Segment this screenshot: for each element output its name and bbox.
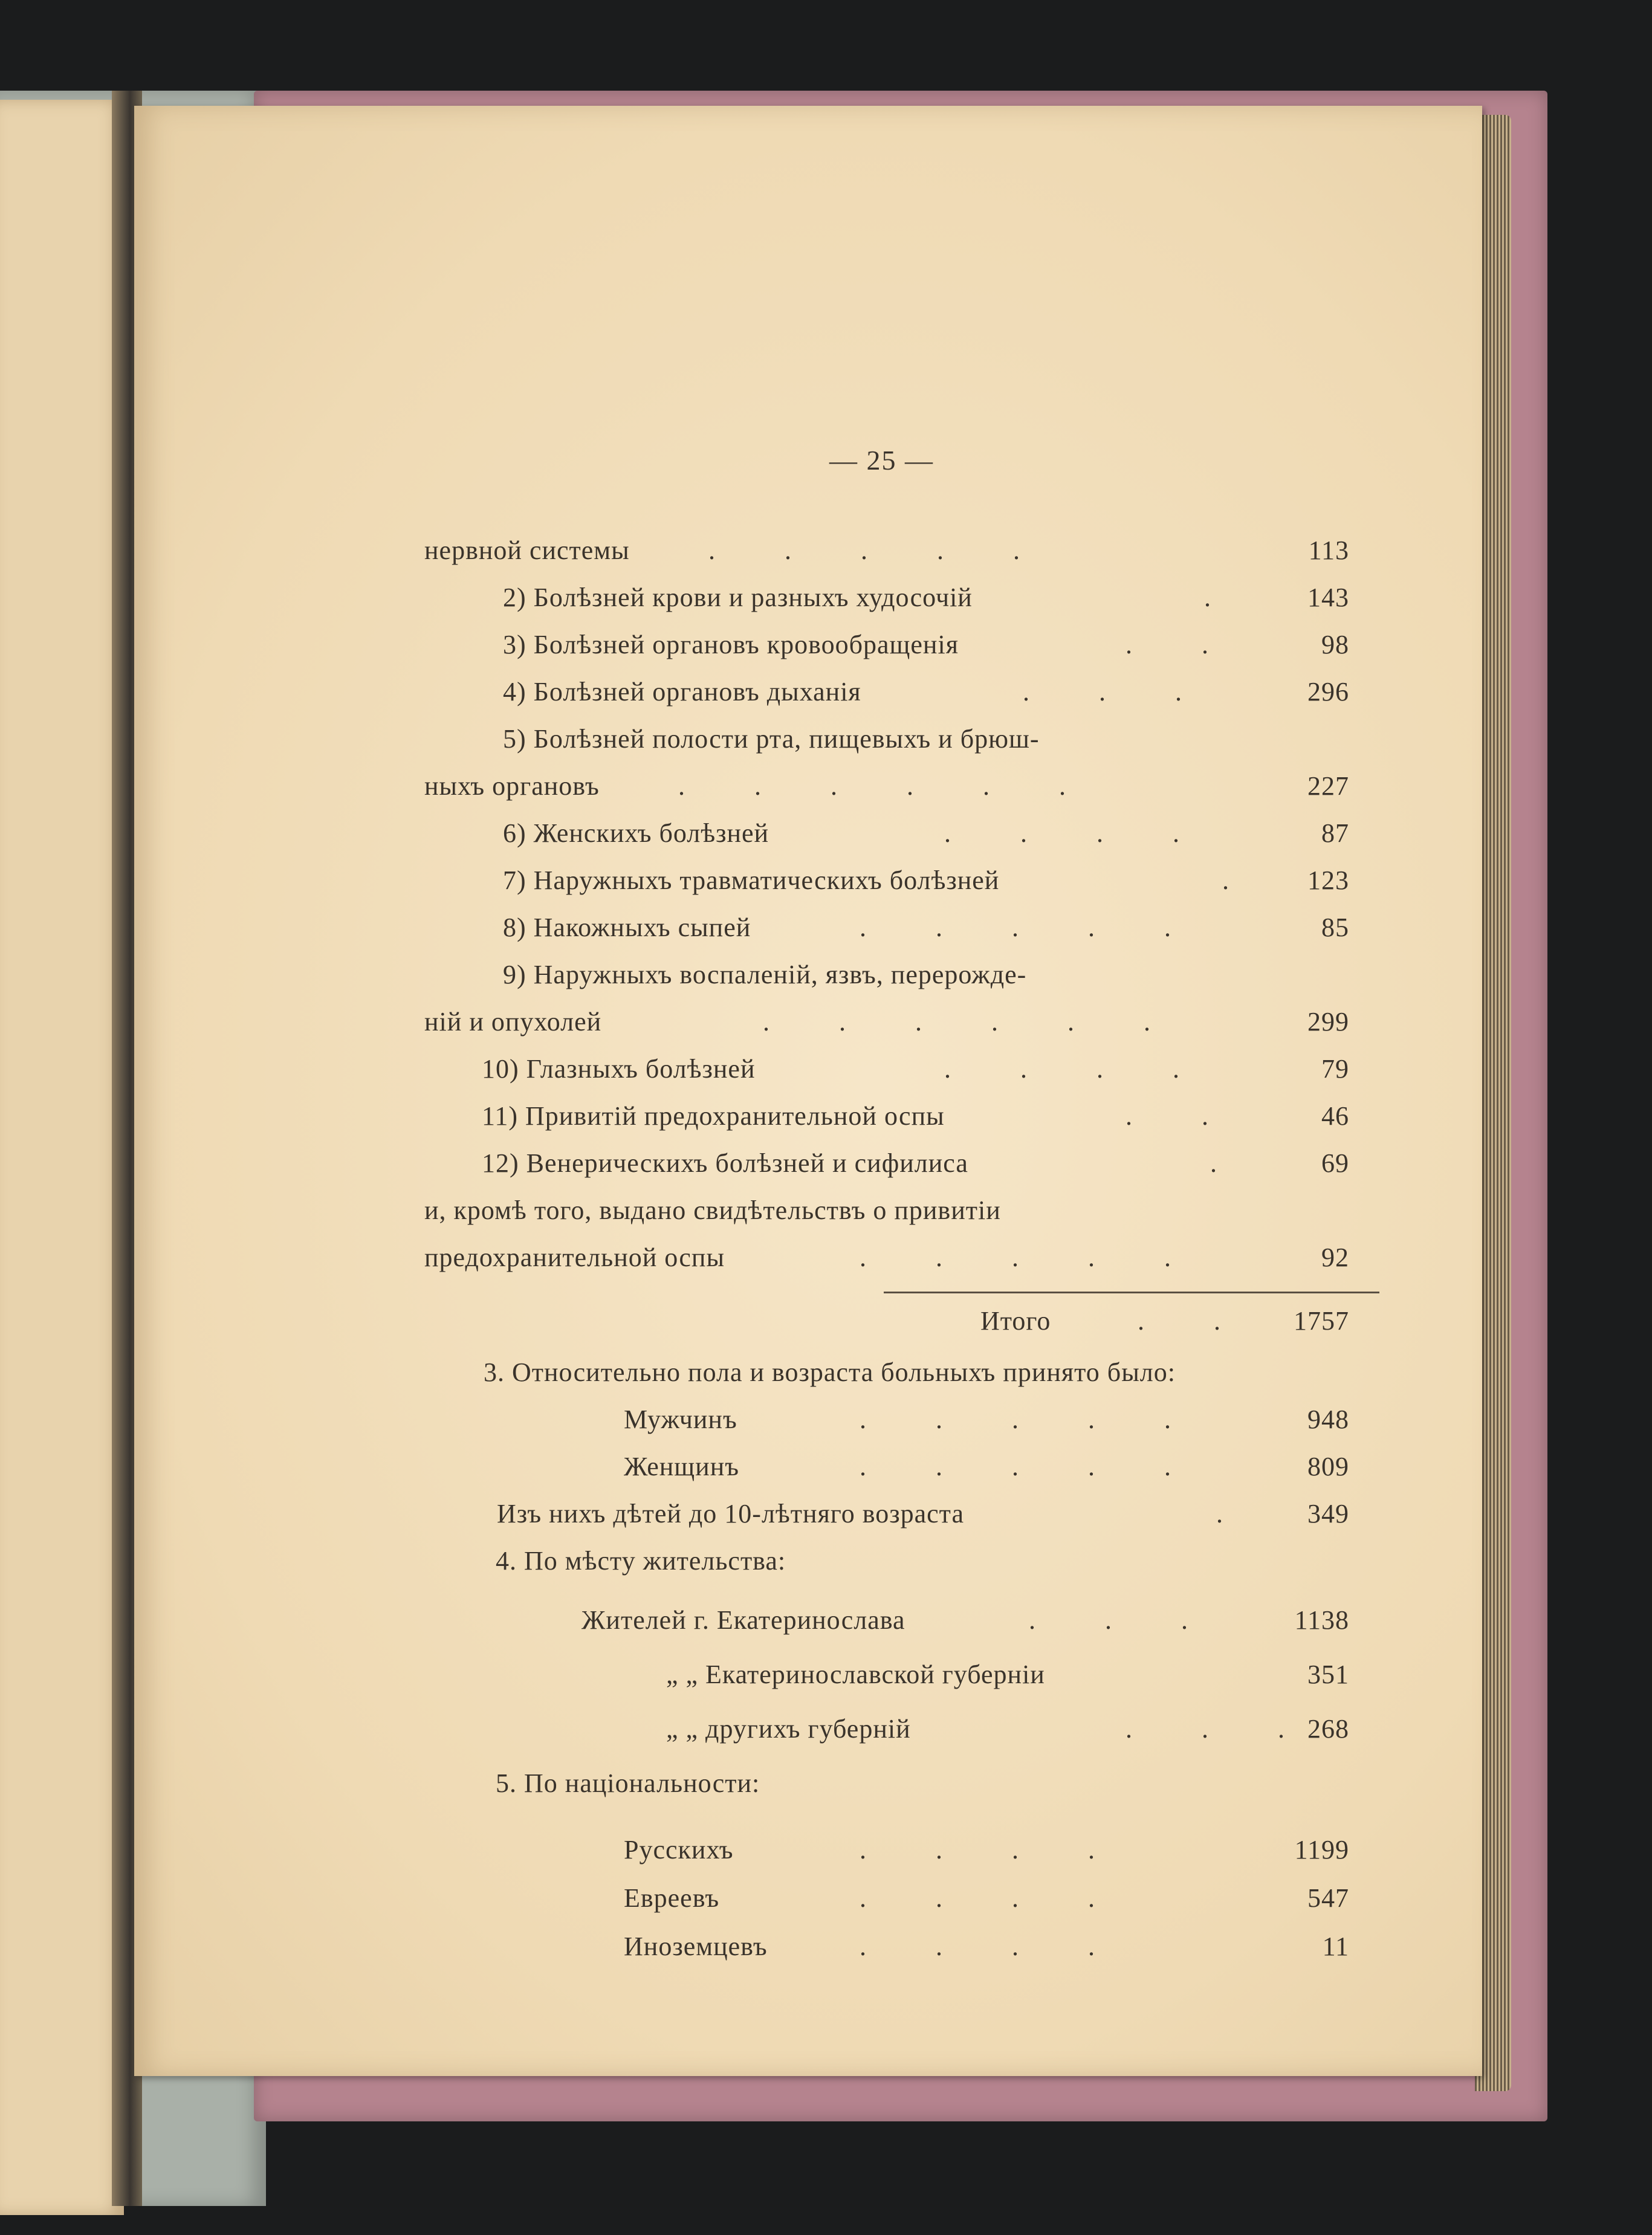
item-label: 3) Болѣзней органовъ кровообращенія: [503, 630, 959, 659]
item-label: нервной системы: [424, 535, 630, 565]
item-dots: .: [1204, 583, 1242, 612]
item-row: [424, 865, 1349, 907]
item-row: [424, 676, 1349, 719]
item-label: ныхъ органовъ: [424, 771, 600, 801]
item-dots: . . . . .: [860, 1452, 1202, 1481]
item-value: 85: [1321, 913, 1349, 942]
item-row: [424, 959, 1349, 1001]
item-value: 46: [1321, 1101, 1349, 1131]
item-label: 7) Наружныхъ травматическихъ болѣзней: [503, 865, 1000, 895]
item-dots: . . .: [1023, 677, 1213, 707]
item-row: [424, 723, 1349, 766]
item-dots: . . . . . .: [678, 771, 1097, 801]
total-dots: . .: [1138, 1306, 1252, 1336]
item-label: предохранительной оспы: [424, 1243, 725, 1272]
item-value: 299: [1307, 1007, 1349, 1037]
item-row: [424, 582, 1349, 624]
section3-heading: 3. Относительно пола и возраста больныхъ принято было:: [484, 1357, 1176, 1387]
item-label: 2) Болѣзней крови и разныхъ худосочій: [503, 583, 973, 612]
item-value: 11: [1322, 1932, 1349, 1961]
item-row: [424, 629, 1349, 671]
item-value: 351: [1307, 1660, 1349, 1689]
document-page: [134, 106, 1482, 2076]
item-dots: . . . . .: [708, 535, 1051, 565]
item-label: Женщинъ: [624, 1452, 739, 1481]
item-value: 98: [1321, 630, 1349, 659]
item-label: Русскихъ: [624, 1835, 734, 1865]
item-label: Мужчинъ: [624, 1405, 737, 1434]
item-label: 10) Глазныхъ болѣзней: [482, 1054, 756, 1084]
item-value: 1199: [1294, 1835, 1349, 1865]
item-label: Иноземцевъ: [624, 1932, 768, 1961]
item-label: 11) Привитій предохранительной оспы: [482, 1101, 945, 1131]
item-dots: . . . .: [860, 1835, 1126, 1865]
item-dots: . . . .: [860, 1932, 1126, 1961]
item-label: „ „ другихъ губерній: [666, 1714, 911, 1744]
section4-heading: 4. По мѣсту жительства:: [496, 1546, 786, 1576]
item-row: [424, 1883, 1349, 1925]
item-value: 296: [1307, 677, 1349, 707]
item-value: 92: [1321, 1243, 1349, 1272]
total-row: [424, 1305, 1349, 1348]
item-row: [424, 771, 1349, 813]
total-value: 1757: [1294, 1306, 1349, 1336]
item-label: Жителей г. Екатеринослава: [581, 1605, 905, 1635]
item-label: 8) Накожныхъ сыпей: [503, 913, 751, 942]
item-row: [424, 912, 1349, 954]
item-label: 12) Венерическихъ болѣзней и сифилиса: [482, 1148, 968, 1178]
item-row: [424, 1404, 1349, 1446]
item-label: и, кромѣ того, выдано свидѣтельствъ о привитіи: [424, 1195, 1001, 1225]
item-dots: . . . .: [944, 818, 1211, 848]
item-value: 227: [1307, 771, 1349, 801]
item-dots: . . . . .: [860, 1405, 1202, 1434]
item-dots: .: [1210, 1148, 1248, 1178]
item-dots: .: [1222, 865, 1260, 895]
item-dots: . . .: [1029, 1605, 1219, 1635]
item-dots: . . . . .: [860, 913, 1202, 942]
item-label: Изъ нихъ дѣтей до 10-лѣтняго возраста: [497, 1499, 964, 1528]
total-label: Итого: [980, 1306, 1051, 1336]
item-row: [424, 1931, 1349, 1973]
item-dots: . . .: [1126, 1714, 1316, 1744]
item-label: 4) Болѣзней органовъ дыханія: [503, 677, 861, 707]
item-dots: . . . . . .: [763, 1007, 1182, 1037]
item-row: [424, 1242, 1349, 1284]
item-row: [424, 1053, 1349, 1096]
item-row: [424, 1659, 1349, 1701]
item-dots: . . . .: [860, 1883, 1126, 1913]
item-value: 79: [1321, 1054, 1349, 1084]
item-value: 809: [1307, 1452, 1349, 1481]
item-label: 6) Женскихъ болѣзней: [503, 818, 769, 848]
item-label: 9) Наружныхъ воспаленій, язвъ, перерожде-: [503, 960, 1027, 989]
item-row: [424, 1451, 1349, 1493]
item-value: 123: [1307, 865, 1349, 895]
item-label: Евреевъ: [624, 1883, 720, 1913]
item-value: 349: [1307, 1499, 1349, 1528]
item-value: 268: [1307, 1714, 1349, 1744]
item-value: 1138: [1294, 1605, 1349, 1635]
item-row: [424, 818, 1349, 860]
item-row: [424, 1834, 1349, 1877]
item-row: [424, 1148, 1349, 1190]
item-dots: . .: [1126, 1101, 1240, 1131]
item-value: 69: [1321, 1148, 1349, 1178]
item-row: [424, 1006, 1349, 1049]
item-value: 547: [1307, 1883, 1349, 1913]
sum-rule: [884, 1292, 1379, 1293]
item-value: 87: [1321, 818, 1349, 848]
item-label: „ „ Екатеринославской губерніи: [666, 1660, 1045, 1689]
item-row: [424, 1713, 1349, 1756]
item-value: 948: [1307, 1405, 1349, 1434]
item-row: [424, 535, 1349, 577]
left-page-edge: [0, 100, 124, 2215]
item-row: [424, 1195, 1349, 1237]
item-dots: . .: [1126, 630, 1240, 659]
section5-heading: 5. По національности:: [496, 1768, 760, 1798]
item-value: 113: [1308, 535, 1349, 565]
item-dots: .: [1216, 1499, 1254, 1528]
item-row: [424, 1101, 1349, 1143]
item-row: [424, 1605, 1349, 1647]
item-dots: . . . .: [944, 1054, 1211, 1084]
page-number: — 25 —: [829, 445, 934, 476]
item-dots: . . . . .: [860, 1243, 1202, 1272]
item-label: 5) Болѣзней полости рта, пищевыхъ и брюш-: [503, 724, 1040, 754]
item-label: ній и опухолей: [424, 1007, 602, 1037]
item-value: 143: [1307, 583, 1349, 612]
item-row: [424, 1498, 1349, 1541]
